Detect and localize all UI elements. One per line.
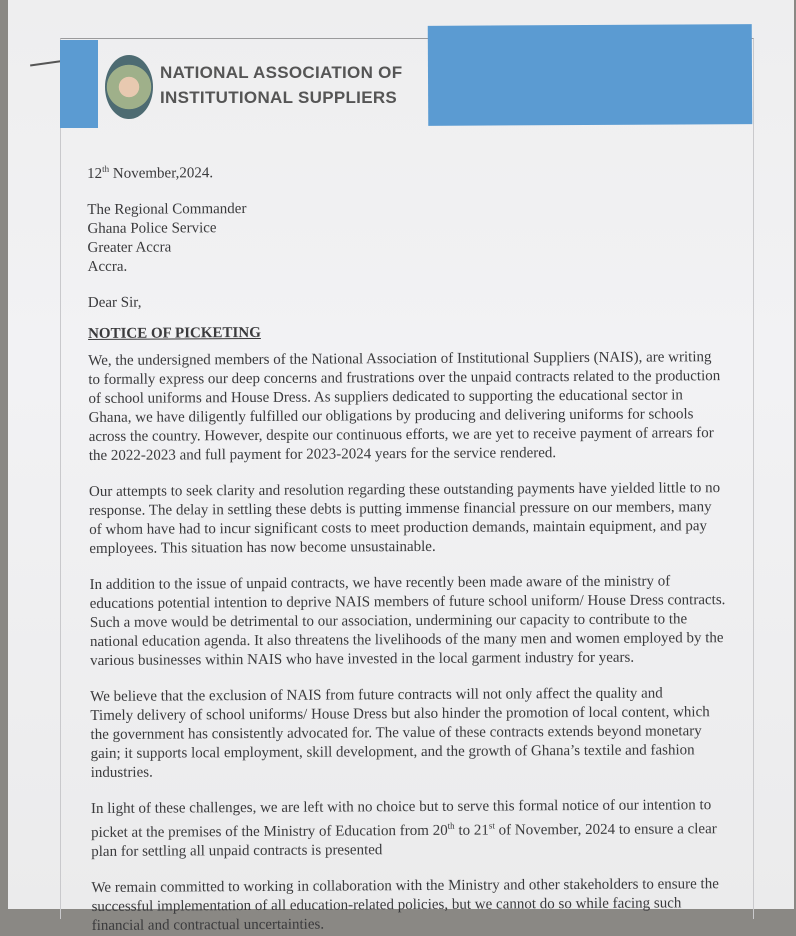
paragraph-picket-notice [91,796,761,862]
text-line: We remain committed to working in collaboration with the Ministry and other stakeholders to ensure the [91,876,719,896]
text-line: across the country. However, despite our continuous efforts, we are yet to receive payment of arrears for [88,425,714,445]
org-name-line1: NATIONAL ASSOCIATION OF [160,63,403,82]
letterhead-band-right [428,24,753,126]
text-line: st [488,820,495,831]
paragraph-closing [91,875,761,936]
paragraph-unpaid-contracts [88,348,759,466]
salutation: Dear Sir, [87,294,142,311]
text-line: Such a move would be detrimental to our association, undermining our capacity to contribute to the [89,611,688,631]
text-line: the 2022-2023 and full payment for 2023-2024 years for the service rendered. [88,445,557,464]
text-line: The Regional Commander [87,201,247,218]
recipient-address [87,197,757,277]
text-line: picket at the premises of the Ministry of Education from 20 [91,822,448,841]
paragraph-local-content [90,684,761,783]
text-line: of November, 2024 to ensure a clear [494,821,717,839]
text-line: th [102,163,110,174]
text-line: of whom have had to incur significant costs to meet production demands, maintain equipment, and pay [89,518,708,538]
org-name-line2: INSTITUTIONAL SUPPLIERS [160,88,398,107]
text-line: Ghana, we have diligently fulfilled our obligations by producing and delivering uniforms for schools [88,406,694,426]
text-line: of school uniforms and House Dress. As suppliers dedicated to supporting the educational sector in [88,387,683,407]
text-line: industries. [90,764,153,781]
text-line: Greater Accra [87,239,172,256]
text-line: the government has consistently advocated for. The value of these contracts extends beyond monetary [90,723,702,743]
text-line: We, the undersigned members of the National Association of Institutional Suppliers (NAIS), are writing [88,349,712,369]
text-line: to 21 [454,822,489,839]
text-line: to formally express our deep concerns and frustrations over the unpaid contracts related to the production [88,368,721,388]
text-line: plan for settling all unpaid contracts is presented [91,842,383,860]
text-line: Accra. [87,258,128,275]
text-line: We believe that the exclusion of NAIS from future contracts will not only affect the quality and [90,685,663,705]
text-line: national education agenda. It also threatens the livelihoods of the many men and women employed by the [89,630,724,650]
text-line: successful implementation of all education-related policies, but we cannot do so while facing such [91,895,682,915]
letter-body [87,156,762,936]
text-line: gain; it supports local employment, skill development, and the growth of Ghana’s textile and fashion [90,742,695,762]
paragraph-attempts [89,479,759,559]
text-line: employees. This situation has now become unsustainable. [89,538,436,557]
text-line: financial and contractual uncertainties. [91,916,325,934]
subject-heading: NOTICE OF PICKETING [88,324,261,342]
text-line: Ghana Police Service [87,220,217,237]
text-line: various businesses within NAIS who have invested in the local garment industry for years. [90,649,635,669]
organization-name [160,60,402,110]
text-line: response. The delay in settling these debts is putting immense financial pressure on our members, many [89,499,712,519]
text-line: educations potential intention to deprive NAIS members of future school uniform/ House Dress contracts. [89,592,726,612]
paragraph-deprivation [90,572,761,671]
text-line: Timely delivery of school uniforms/ House Dress but also hinder the promotion of local content, which [90,704,710,724]
text-line: In addition to the issue of unpaid contracts, we have recently been made aware of the ministry of [89,573,671,593]
text-line: Our attempts to seek clarity and resolution regarding these outstanding payments have yielded little to no [88,480,721,500]
text-line: 12 [87,165,103,182]
text-line: November,2024. [109,165,214,182]
text-line: In light of these challenges, we are left with no choice but to serve this formal notice of our intention to [90,797,712,817]
text-line: th [447,820,455,831]
letterhead-band-left [60,40,98,128]
association-logo-icon [105,55,153,119]
